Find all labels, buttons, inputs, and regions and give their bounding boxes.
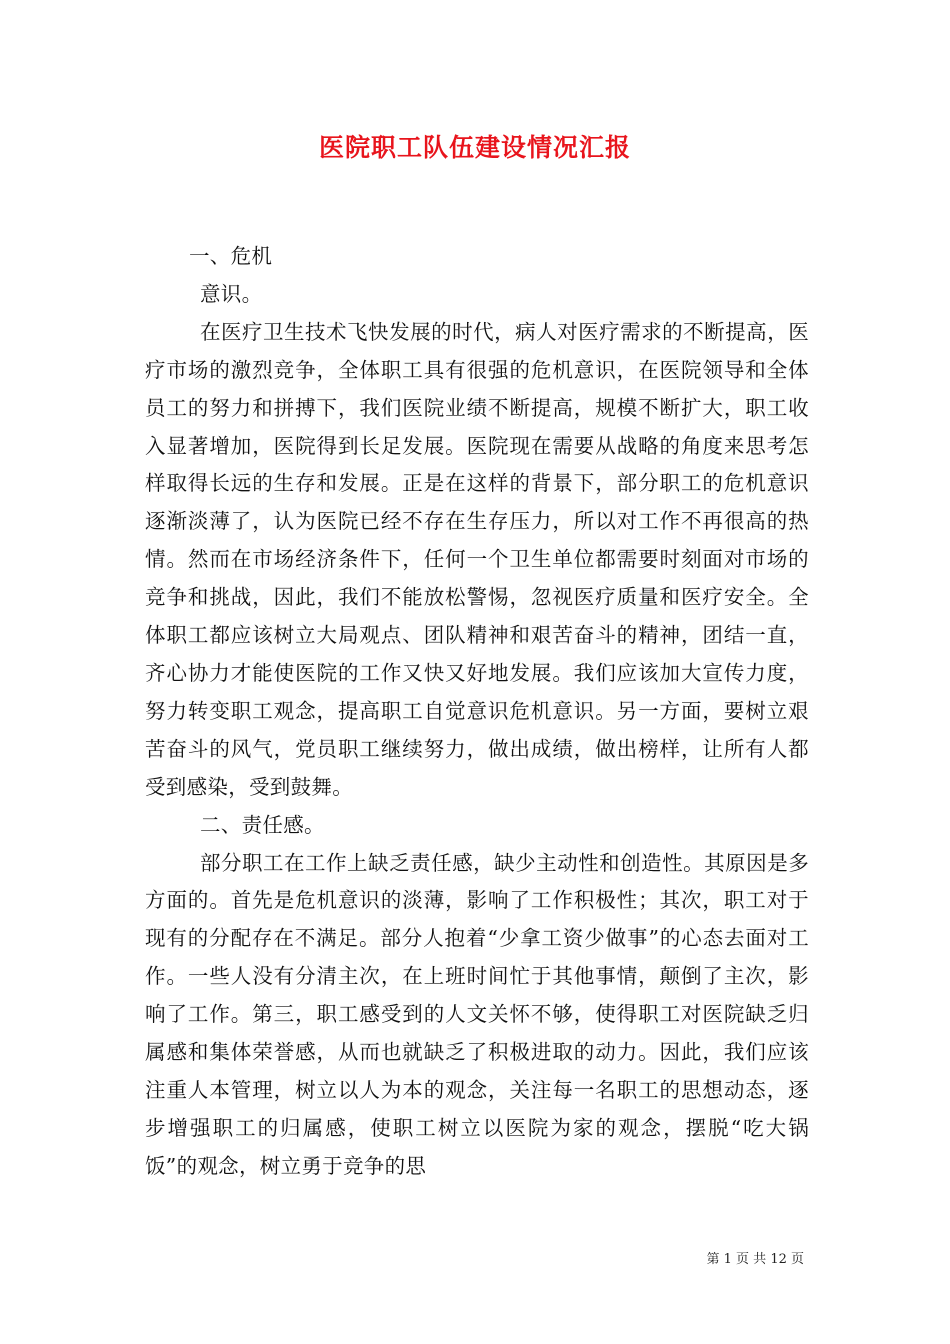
section1-paragraph: 在医疗卫生技术飞快发展的时代，病人对医疗需求的不断提高，医疗市场的激烈竞争，全体职工具有很强的危机意识，在医院领导和全体员工的努力和拼搏下，我们医院业绩不断提高，规模不断扩大，职工收入显著增加，医院得到长足发展。医院现在需要从战略的角度来思考怎样取得长远的生存和发展。正是在这样的背景下，部分职工的危机意识逐渐淡薄了，认为医院已经不存在生存压力，所以对工作不再很高的热情。然而在市场经济条件下，任何一个卫生单位都需要时刻面对市场的竞争和挑战，因此，我们不能放松警惕，忽视医疗质量和医疗安全。全体职工都应该树立大局观点、团队精神和艰苦奋斗的精神，团结一直，齐心协力才能使医院的工作又快又好地发展。我们应该加大宣传力度，努力转变职工观念，提高职工自觉意识危机意识。另一方面，要树立艰苦奋斗的风气，党员职工继续努力，做出成绩，做出榜样，让所有人都受到感染，受到鼓舞。 bbox=[145, 319, 809, 799]
section1-heading: 一、危机 bbox=[189, 244, 273, 268]
document-title: 医院职工队伍建设情况汇报 bbox=[318, 133, 631, 162]
section2-paragraph: 部分职工在工作上缺乏责任感，缺少主动性和创造性。其原因是多方面的。首先是危机意识的淡薄，影响了工作积极性；其次，职工对于现有的分配存在不满足。部分人抱着“少拿工资少做事”的心态去面对工作。一些人没有分清主次，在上班时间忙于其他事情，颠倒了主次，影响了工作。第三，职工感受到的人文关怀不够，使得职工对医院缺乏归属感和集体荣誉感，从而也就缺乏了积极进取的动力。因此，我们应该注重人本管理，树立以人为本的观念，关注每一名职工的思想动态，逐步增强职工的归属感，使职工树立以医院为家的观念，摆脱“吃大锅饭”的观念，树立勇于竞争的思 bbox=[145, 850, 809, 1178]
document-body bbox=[145, 238, 809, 1186]
section2-heading: 二、责任感。 bbox=[200, 812, 325, 837]
page-number: 第 1 页 共 12 页 bbox=[706, 1252, 804, 1267]
section1-heading-continued: 意识。 bbox=[200, 281, 263, 306]
